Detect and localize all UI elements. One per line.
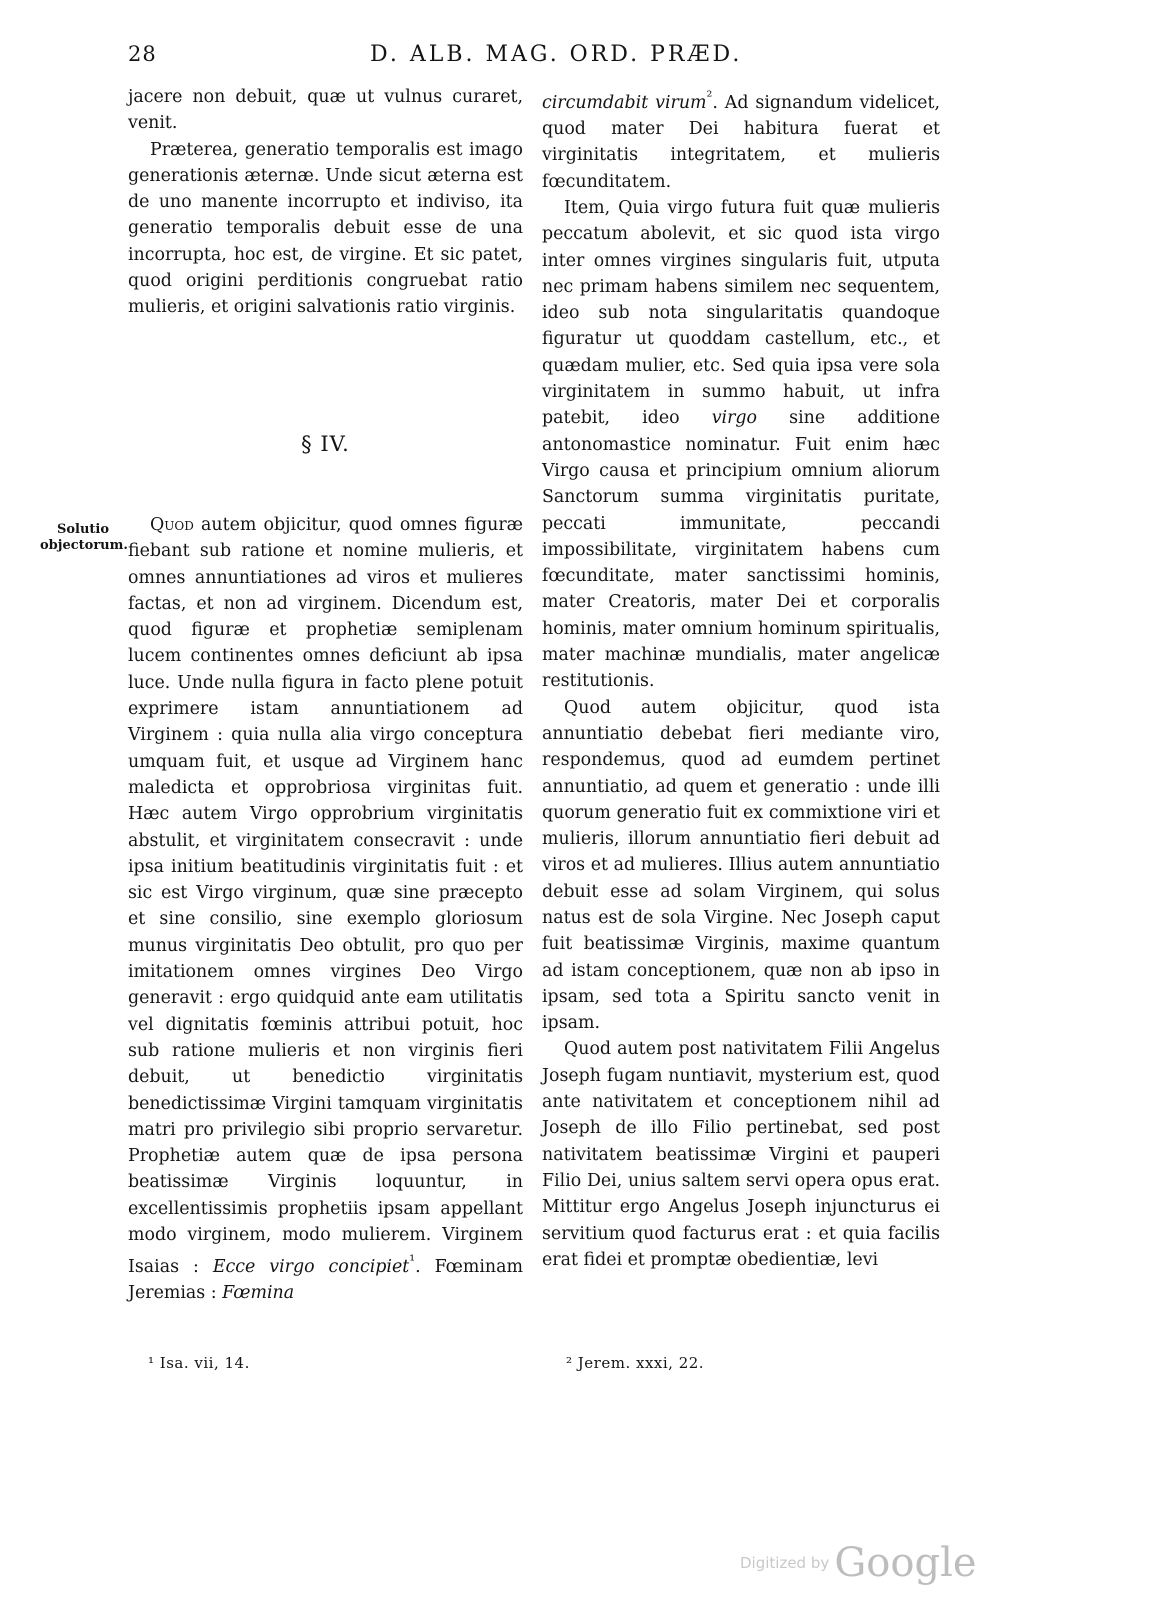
text-run: . Fœminam Jeremias : bbox=[128, 1257, 523, 1304]
watermark-small: Digitized by bbox=[740, 1554, 830, 1572]
page-number: 28 bbox=[128, 42, 157, 66]
emphasis: virgo bbox=[711, 408, 758, 429]
footnote-ref: ² bbox=[706, 89, 713, 105]
paragraph bbox=[542, 84, 940, 195]
quote: Fœmina bbox=[222, 1283, 295, 1304]
footnote-left: ¹ Isa. vii, 14. bbox=[148, 1354, 250, 1372]
left-column-top bbox=[128, 84, 523, 321]
paragraph: Quod autem post nativitatem Filii Angelus Joseph fugam nuntiavit, mysterium est, quod ante nativitatem et conceptionem nihil ad Joseph de illo Filio pertinebat, sed post nativitatem beatissimæ Virgini et pauperi Filio Dei, unius saltem servi opera opus erat. Mittitur ergo Angelus Joseph injuncturus ei servitium quod facturus erat : et quia facilis erat fidei et promptæ obedientiæ, levi bbox=[542, 1039, 940, 1270]
running-head: D. ALB. MAG. ORD. PRÆD. bbox=[370, 42, 743, 67]
paragraph bbox=[128, 512, 523, 1307]
left-column-bottom bbox=[128, 512, 523, 1307]
paragraph bbox=[542, 195, 940, 695]
section-heading: § IV. bbox=[301, 432, 350, 456]
right-column bbox=[542, 84, 940, 1273]
text-run: Item, Quia virgo futura fuit quæ mulieris peccatum abolevit, et sic quod ista virgo inter omnes virgines singularis fuit, utputa nec primam habens similem nec sequentem, ideo sub nota singularitatis quandoque figuratur ut quoddam castellum, etc., et quædam mulier, etc. Sed quia ipsa vere sola virginitatem in summo habuit, ut infra patebit, ideo bbox=[542, 197, 940, 429]
footnote-ref: ¹ bbox=[409, 1253, 416, 1270]
initial-word: Quod bbox=[150, 515, 194, 535]
paragraph: Præterea, generatio temporalis est imago generationis æternæ. Unde sicut æterna est de uno manente incorrupto et indiviso, ita generatio temporalis debuit esse de una incorrupta, hoc est, de virgine. Et sic patet, quod origini perditionis congruebat ratio mulieris, et origini salvationis ratio virginis. bbox=[128, 139, 523, 318]
quote: circumdabit virum bbox=[542, 92, 707, 113]
watermark-logo: Google bbox=[834, 1540, 977, 1586]
quote: Ecce virgo concipiet bbox=[212, 1257, 410, 1278]
sidenote: Solutio objectorum. bbox=[40, 522, 128, 553]
watermark bbox=[740, 1540, 977, 1586]
footnote-right: ² Jerem. xxxi, 22. bbox=[566, 1354, 705, 1372]
paragraph: jacere non debuit, quæ ut vulnus curaret, venit. bbox=[128, 87, 523, 134]
text-run: sine additione antonomastice nominatur. Fuit enim hæc Virgo causa et principium omnium aliorum Sanctorum summa virginitatis puritate, peccati immunitate, peccandi impossibilitate, virginitatem habens cum fœcunditate, mater sanctissimi hominis, mater Creatoris, mater Dei et corporalis hominis, mater omnium hominum spiritualis, mater machinæ mundialis, mater angelicæ restitutionis. bbox=[542, 408, 940, 692]
text-run: autem objicitur, quod omnes figuræ fiebant sub ratione et nomine mulieris, et omnes annuntiationes ad viros et mulieres factas, et non ad virginem. Dicendum est, quod figuræ et prophetiæ semiplenam lucem continentes omnes deficiunt ab ipsa luce. Unde nulla figura in facto plene potuit exprimere istam annuntiationem ad Virginem : quia nulla alia virgo conceptura umquam fuit, et usque ad Virginem hanc maledicta et opprobriosa virginitas fuit. Hæc autem Virgo opprobrium virginitatis abstulit, et virginitatem consecravit : unde ipsa initium beatitudinis virginitatis fuit : et sic est Virgo virginum, quæ sine præcepto et sine consilio, sine exemplo gloriosum munus virginitatis Deo obtulit, pro quo per imitationem omnes virgines Deo Virgo generavit : ergo quidquid ante eam utilitatis vel dignitatis fœminis attribui potuit, hoc sub ratione mulieris et non virginis fieri debuit, ut benedictio virginitatis benedictissimæ Virgini tamquam virginitatis matri pro privilegio sibi proprio servaretur. Prophetiæ autem quæ de ipsa persona beatissimæ Virginis loquuntur, in excellentissimis prophetiis ipsam appellant modo virginem, modo mulierem. Virginem Isaias : bbox=[128, 515, 523, 1278]
paragraph: Quod autem objicitur, quod ista annuntiatio debebat fieri mediante viro, respondemus, quod ad eumdem pertinet annuntiatio, ad quem et generatio : unde illi quorum generatio fuit ex commixtione viri et mulieris, illorum annuntiatio fieri debuit ad viros et ad mulieres. Illius autem annuntiatio debuit esse ad solam Virginem, qui solus natus est de sola Virgine. Nec Joseph caput fuit beatissimæ Virginis, maxime quantum ad istam conceptionem, quæ non ab ipso in ipsam, sed tota a Spiritu sancto venit in ipsam. bbox=[542, 697, 940, 1034]
text-run: . Ad signandum videlicet, quod mater Dei habitura fuerat et virginitatis integritatem, et mulieris fœcunditatem. bbox=[542, 92, 940, 192]
